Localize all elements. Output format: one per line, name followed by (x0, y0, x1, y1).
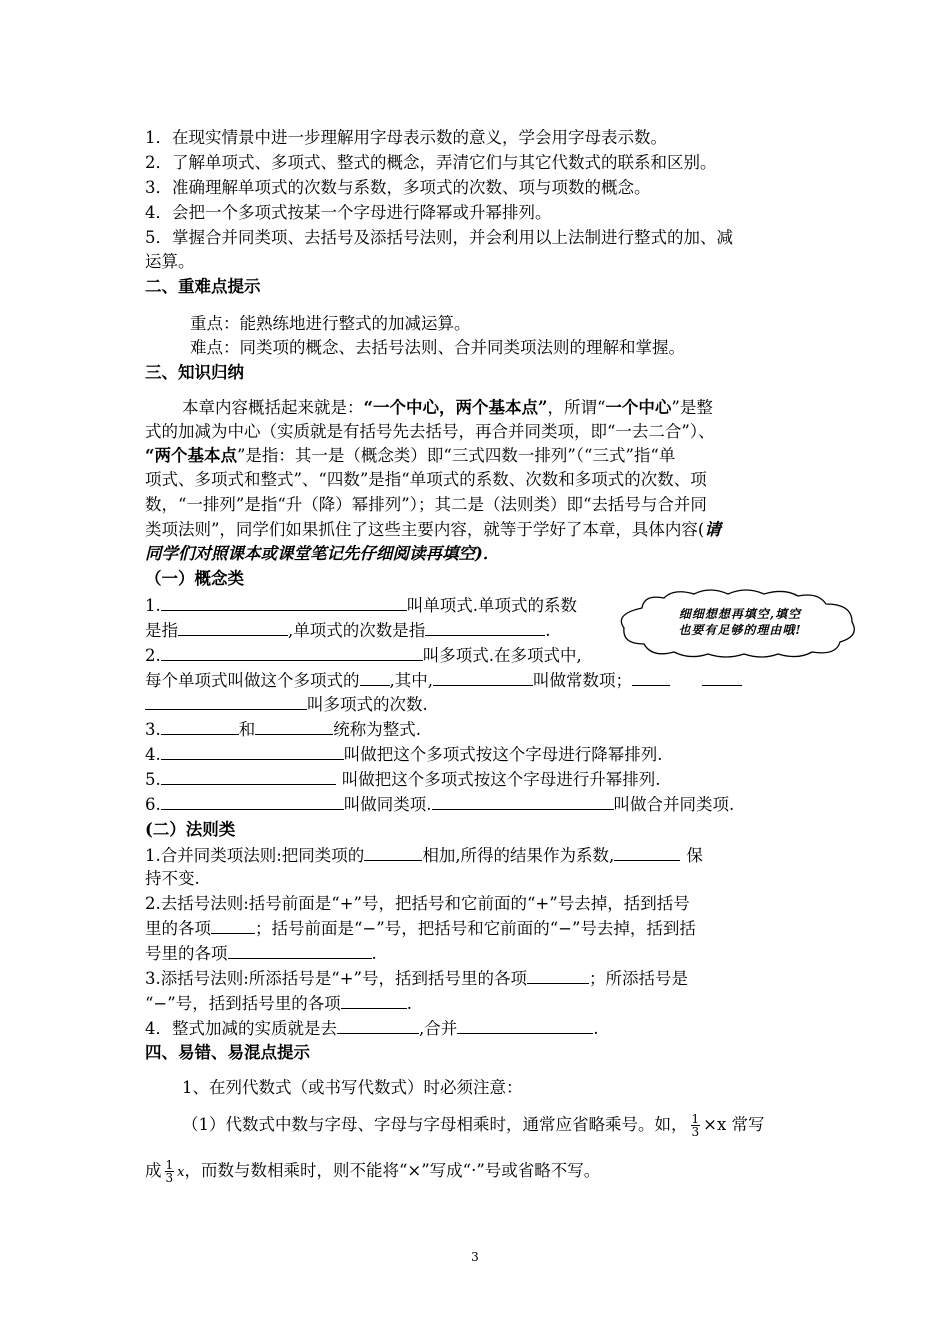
summary-line-4: 项式、多项式和整式”、“四数”是指“单项式的系数、次数和多项式的次数、项 (145, 470, 707, 489)
concept-line-5: 叫多项式的次数. (145, 692, 428, 717)
concept-line-9: 6. 叫做同类项. 叫做合并同类项. (145, 792, 734, 817)
key-point: 重点：能熟练地进行整式的加减运算。 (190, 314, 471, 333)
blank-integral-2[interactable] (255, 717, 333, 735)
blank-poly-degree-a[interactable] (632, 668, 670, 686)
rule-line-3: 2.去括号法则:括号前面是“+”号，把括号和它前面的“+”号去掉，括到括号 (145, 894, 690, 913)
rule-line-2: 持不变. (145, 869, 200, 888)
blank-ascending[interactable] (161, 767, 336, 785)
blank-letters-exponents[interactable] (614, 843, 680, 861)
section-3-heading: 三、知识归纳 (145, 363, 244, 382)
concept-line-7: 4. 叫做把这个多项式按这个字母进行降幂排列. (145, 742, 663, 767)
summary-line-2: 式的加减为中心（实质就是有括号先去括号，再合并同类项，即“一去二合”）、 (145, 422, 715, 441)
rules-heading: (二）法则类 (145, 820, 236, 839)
notice-line-1: 1、在列代数式（或书写代数式）时必须注意： (182, 1078, 523, 1097)
concept-line-3: 2. 叫多项式.在多项式中, (145, 643, 582, 668)
blank-constant[interactable] (433, 668, 533, 686)
blank-coefficient-sum[interactable] (364, 843, 422, 861)
goal-5-cont: 运算。 (145, 252, 195, 271)
fraction-one-third: $\frac{1}{3}$ (691, 1112, 700, 1139)
goal-5: 5．掌握合并同类项、去括号及添括号法则，并会利用以上法制进行整式的加、减 (145, 228, 733, 247)
goal-1: 1．在现实情景中进一步理解用字母表示数的意义，学会用字母表示数。 (145, 128, 667, 147)
blank-integral-1[interactable] (161, 717, 239, 735)
section-2-heading: 二、重难点提示 (145, 277, 261, 296)
concept-line-1: 1. 叫单项式.单项式的系数 (145, 593, 577, 618)
blank-poly-degree-b[interactable] (702, 668, 742, 686)
blank-add-minus[interactable] (341, 991, 407, 1009)
blank-remove-minus[interactable] (228, 941, 372, 959)
concept-line-6: 3. 和 统称为整式. (145, 717, 421, 742)
concept-heading: （一）概念类 (145, 569, 244, 588)
blank-remove-plus[interactable] (211, 916, 255, 934)
blank-degree[interactable] (425, 618, 545, 636)
rule-line-4: 里的各项 ；括号前面是“−”号，把括号和它前面的“−”号去掉，括到括 (145, 916, 696, 941)
notice-line-3: 成 $\frac{1}{3}$ x，而数与数相乘时，则不能将“×”写成“·”号或省略不写。 (145, 1158, 601, 1185)
summary-line-7: 同学们对照课本或课堂笔记先仔细阅读再填空)． (145, 544, 500, 563)
summary-line-5: 数，“一排列”是指“升（降）幂排列”）；其二是（法则类）即“去括号与合并同 (145, 495, 707, 514)
blank-essence-combine[interactable] (457, 1016, 593, 1034)
summary-line-3: “两个基本点”是指：其一是（概念类）即“三式四数一排列”（“三式”指“单 (145, 446, 676, 465)
rule-line-7: “−”号，括到括号里的各项 . (145, 991, 412, 1016)
page-number: 3 (471, 1250, 479, 1264)
blank-add-plus[interactable] (527, 966, 589, 984)
blank-like-terms[interactable] (161, 792, 344, 810)
fraction-one-third-x: $\frac{1}{3}$ (165, 1158, 174, 1185)
rule-line-1: 1.合并同类项法则:把同类项的 相加,所得的结果作为系数, 保 (145, 843, 703, 868)
rule-line-6: 3.添括号法则:所添括号是“+”号，括到括号里的各项 ；所添括号是 (145, 966, 688, 991)
concept-line-4: 每个单项式叫做这个多项式的 ,其中, 叫做常数项； (145, 668, 742, 693)
summary-line-6: 类项法则”，同学们如果抓住了这些主要内容，就等于学好了本章，具体内容(请 (145, 520, 721, 539)
blank-term[interactable] (360, 668, 390, 686)
thought-cloud-text: 细细想想再填空,填空 也要有足够的理由哦! (678, 607, 802, 637)
blank-essence-remove[interactable] (337, 1016, 419, 1034)
blank-monomial-def[interactable] (161, 593, 407, 611)
summary-line-1: 本章内容概括起来就是：“一个中心，两个基本点”，所谓“一个中心”是整 (182, 398, 713, 417)
difficult-point: 难点：同类项的概念、去括号法则、合并同类项法则的理解和掌握。 (190, 338, 685, 357)
goal-4: 4．会把一个多项式按某一个字母进行降幂或升幂排列。 (145, 203, 552, 222)
blank-descending[interactable] (161, 742, 344, 760)
rule-line-8: 4．整式加减的实质就是去 ,合并 . (145, 1016, 599, 1041)
goal-3: 3．准确理解单项式的次数与系数，多项式的次数、项与项数的概念。 (145, 178, 651, 197)
blank-poly-degree-c[interactable] (145, 692, 307, 710)
blank-coefficient[interactable] (178, 618, 288, 636)
blank-combine-like-terms[interactable] (432, 792, 614, 810)
blank-polynomial-def[interactable] (161, 643, 423, 661)
notice-line-2: （1）代数式中数与字母、字母与字母相乘时，通常应省略乘号。如， $\frac{1}{3}$ ×x 常写 (182, 1112, 765, 1139)
section-4-heading: 四、易错、易混点提示 (145, 1043, 310, 1062)
rule-line-5: 号里的各项 . (145, 941, 377, 966)
concept-line-2: 是指 ,单项式的次数是指 . (145, 618, 551, 643)
concept-line-8: 5. 叫做把这个多项式按这个字母进行升幂排列. (145, 767, 661, 792)
goal-2: 2．了解单项式、多项式、整式的概念，弄清它们与其它代数式的联系和区别。 (145, 153, 717, 172)
